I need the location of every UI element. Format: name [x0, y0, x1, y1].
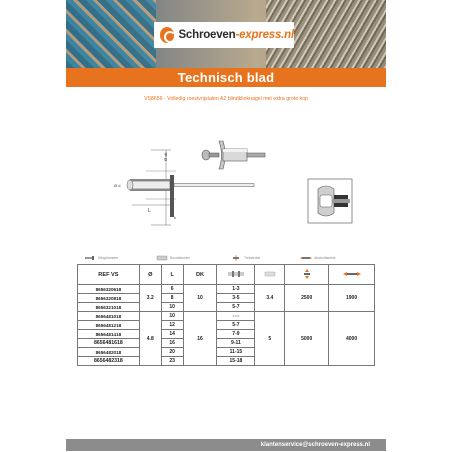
col-shear: [329, 265, 375, 285]
grip-cell: 5-7: [217, 321, 255, 330]
logo-main-text: Schroeven: [178, 29, 236, 41]
spec-table: [77, 264, 375, 366]
footer-email-link[interactable]: klantenservice@schroeven-express.nl: [260, 442, 370, 448]
drill-icon: [263, 271, 277, 277]
rivet-section-icon: [304, 175, 356, 227]
ref-cell: 8656321018: [78, 303, 140, 312]
grip-range-icon: [226, 270, 246, 278]
table-row: [78, 285, 375, 294]
l-cell: 10: [161, 303, 183, 312]
shear-cell: 1900: [329, 285, 375, 312]
col-l: L: [161, 265, 183, 285]
col-dk: DK: [183, 265, 217, 285]
ref-cell: 8656320818: [78, 294, 140, 303]
header-banner: [66, 0, 386, 68]
grip-cell: 15-18: [217, 357, 255, 366]
drill-cell: 5: [255, 312, 285, 366]
l-cell: 10: [161, 312, 183, 321]
footer-bar: [66, 439, 386, 451]
l-cell: 14: [161, 330, 183, 339]
grip-cell: 9-11: [217, 339, 255, 348]
drill-icon: [156, 255, 168, 261]
shear-icon: [300, 255, 312, 261]
l-cell: 8: [161, 294, 183, 303]
tensile-icon: [300, 269, 314, 279]
legend-item: [84, 255, 118, 261]
table-header-row: [78, 265, 375, 285]
dim-dk-label: Ø dk: [163, 152, 168, 161]
datasheet-page: [66, 0, 386, 452]
grip-cell: 3,6-5: [217, 312, 255, 321]
ref-cell: 8656482318: [78, 357, 140, 366]
ref-cell: 8656481218: [78, 321, 140, 330]
grip-cell: 5-7: [217, 303, 255, 312]
ref-cell: 8656481418: [78, 330, 140, 339]
col-ref: REF VS: [78, 265, 140, 285]
col-grip: [217, 265, 255, 285]
grip-cell: 11-15: [217, 348, 255, 357]
grip-cell: 7-9: [217, 330, 255, 339]
tools-photo: [66, 0, 156, 68]
title-bar: [66, 68, 386, 87]
tensile-icon: [230, 255, 242, 261]
dim-k-label: k: [174, 215, 176, 220]
l-cell: 6: [161, 285, 183, 294]
legend-label: Treksterkte: [244, 256, 261, 260]
col-d: Ø: [139, 265, 161, 285]
ref-cell: 8656481018: [78, 312, 140, 321]
shear-icon: [343, 270, 361, 278]
drill-cell: 3.4: [255, 285, 285, 312]
grip-cell: 1-3: [217, 285, 255, 294]
col-drill: [255, 265, 285, 285]
legend-item: [300, 255, 336, 261]
legend-item: [156, 255, 190, 261]
rivet-icon: [84, 255, 96, 261]
ref-cell: 8656481618: [78, 339, 140, 348]
dk-cell: 16: [183, 312, 217, 366]
ref-cell: 8656320618: [78, 285, 140, 294]
l-cell: 23: [161, 357, 183, 366]
rivet-side-view: [202, 141, 265, 169]
l-cell: 20: [161, 348, 183, 357]
logo-suffix-text: -express.nl: [235, 29, 294, 41]
col-tensile: [285, 265, 329, 285]
grip-cell: 3-5: [217, 294, 255, 303]
legend-label: Klingdiameter: [98, 256, 119, 260]
logo-icon: [160, 27, 174, 43]
l-cell: 12: [161, 321, 183, 330]
legend-label: Boordiameter: [170, 256, 190, 260]
l-cell: 16: [161, 339, 183, 348]
table-row: [78, 312, 375, 321]
d-cell: 4.8: [139, 312, 161, 366]
ref-cell: 8656482018: [78, 348, 140, 357]
dk-cell: 10: [183, 285, 217, 312]
product-subtitle: VS8656 - Volledig roestvrijstalen A2 blindklinknagel met extra grote kop: [144, 96, 308, 102]
tensile-cell: 5000: [285, 312, 329, 366]
rivet-drawing: [96, 135, 276, 235]
page-title: Technisch blad: [177, 70, 275, 85]
d-cell: 3.2: [139, 285, 161, 312]
tensile-cell: 2500: [285, 285, 329, 312]
legend-label: Afschuifsterkte: [314, 256, 336, 260]
dim-l-label: L: [148, 208, 151, 214]
dim-d-label: Ø d: [114, 183, 121, 188]
shear-cell: 4000: [329, 312, 375, 366]
legend-item: [230, 255, 260, 261]
logo[interactable]: [154, 22, 294, 48]
